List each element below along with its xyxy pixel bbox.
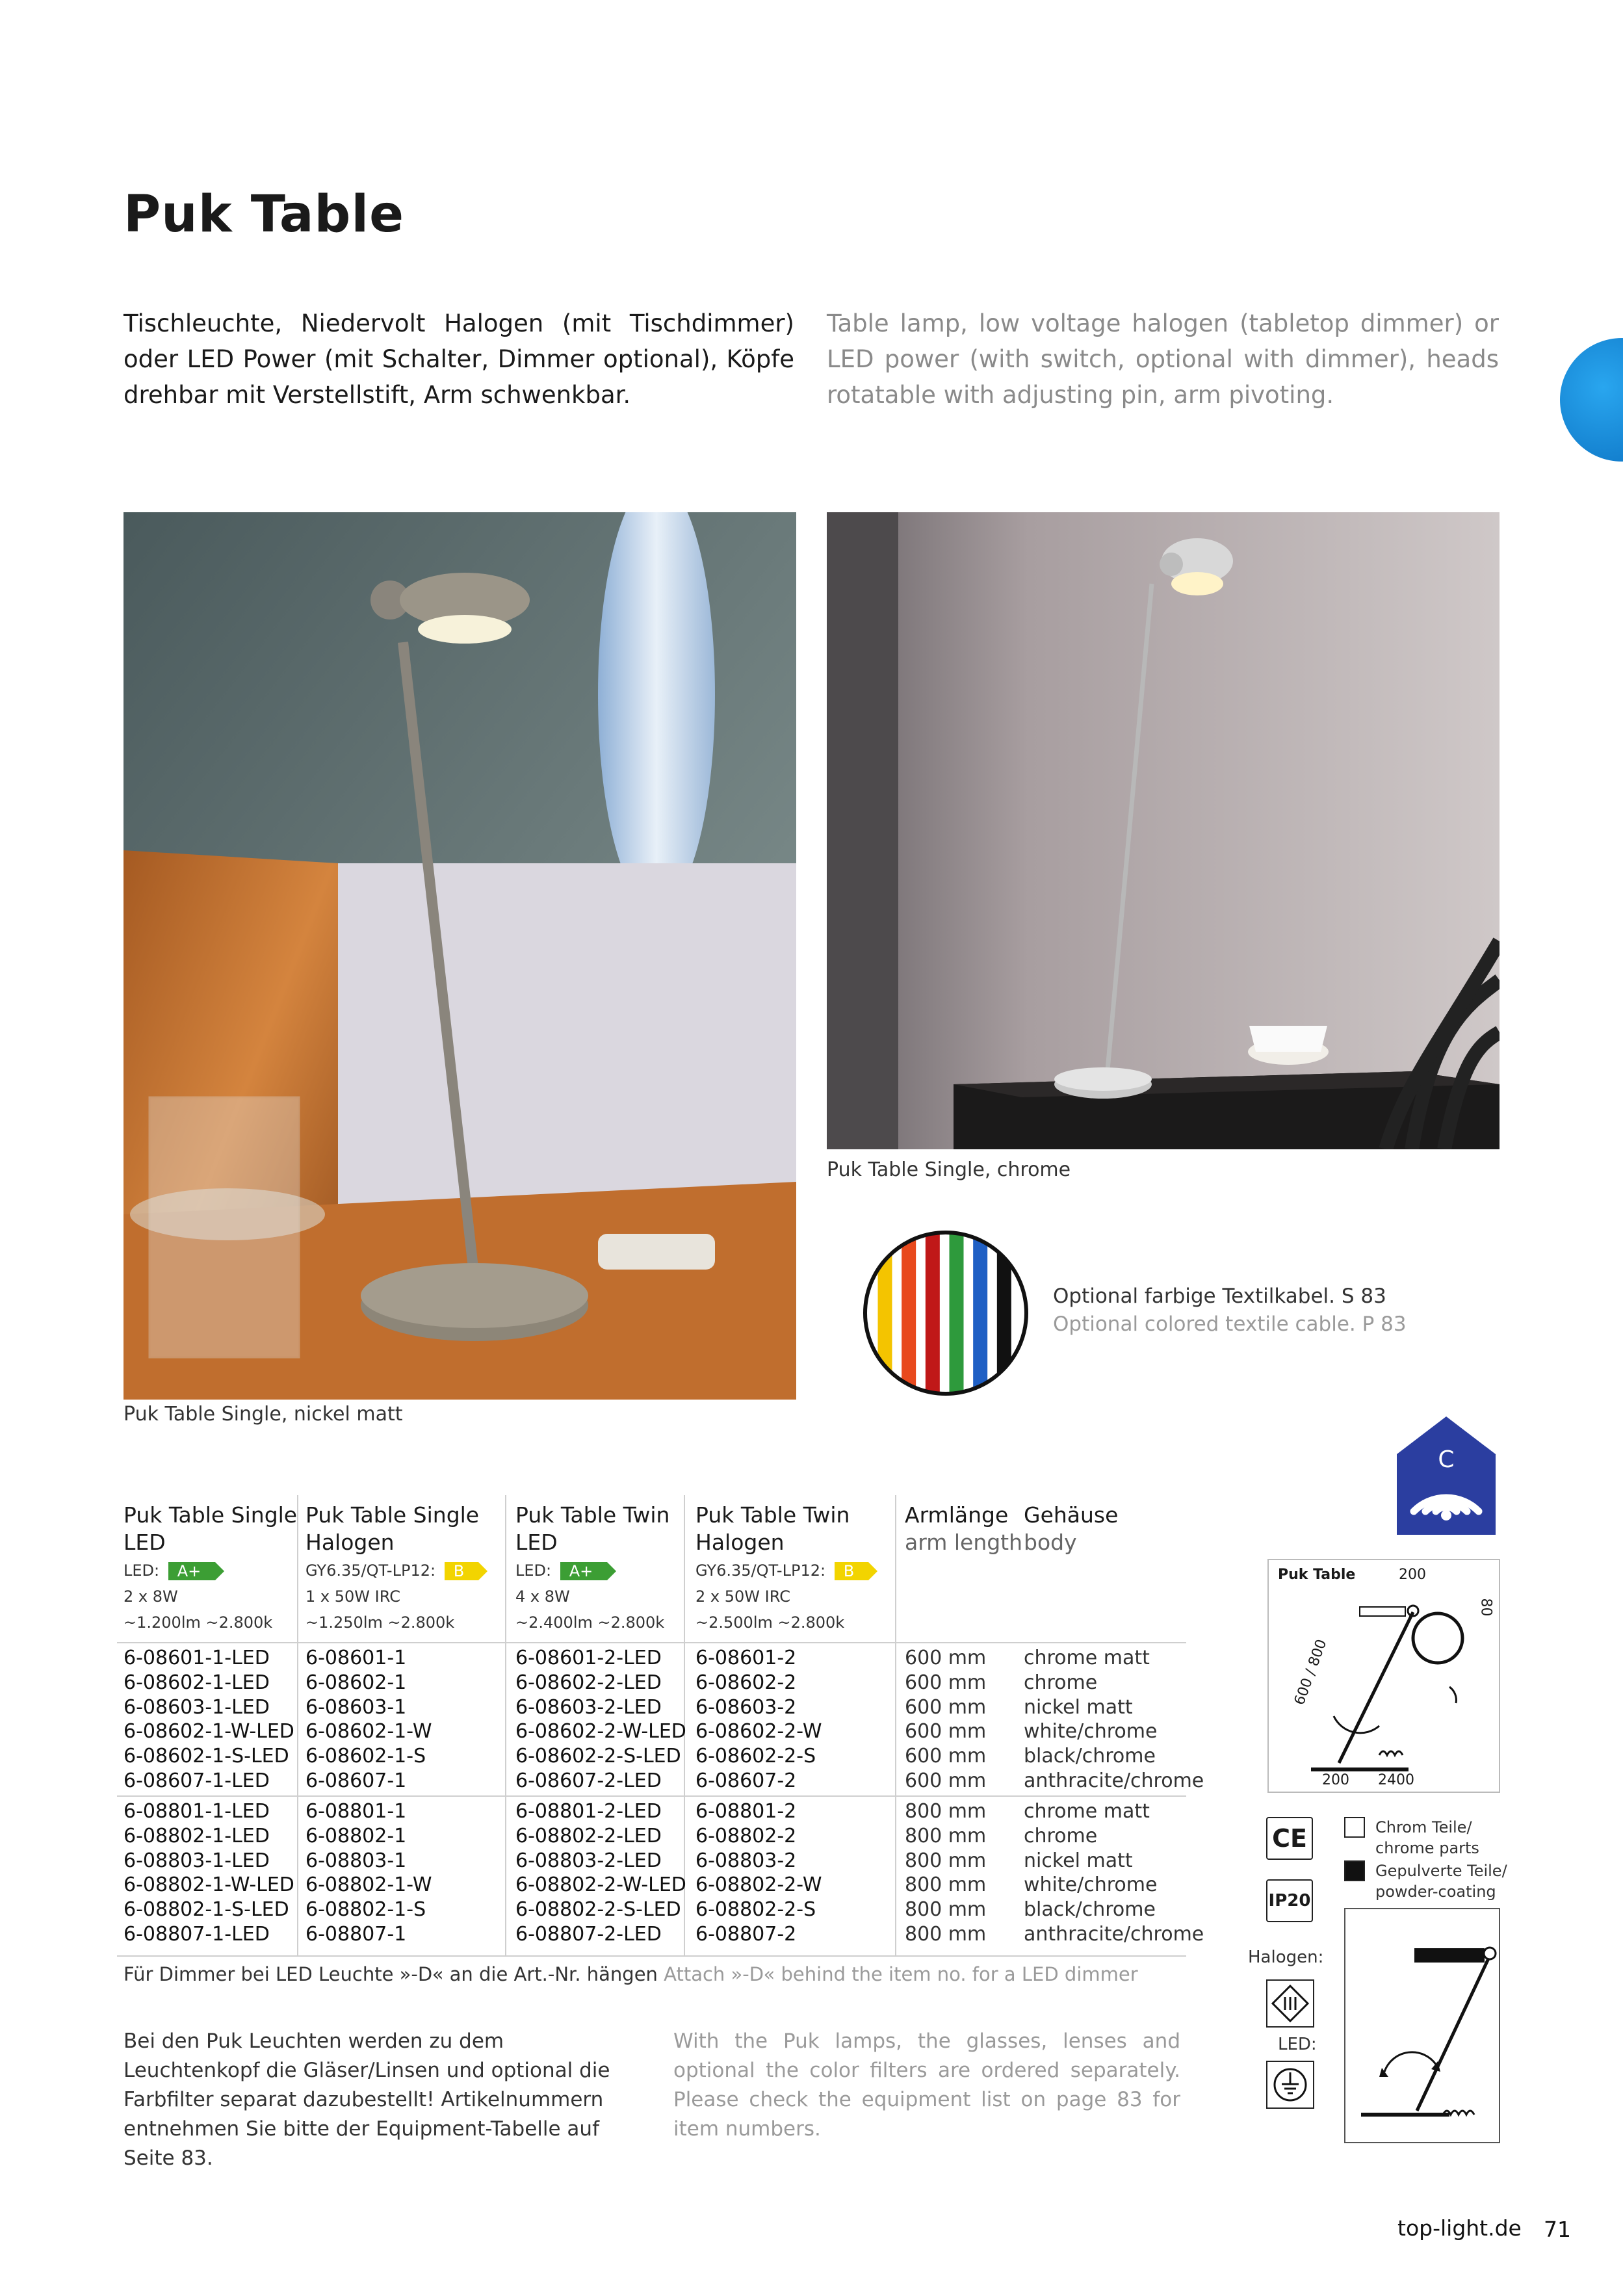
article-number: 6-08607-1 bbox=[305, 1769, 407, 1792]
chrome-parts-swatch bbox=[1344, 1817, 1365, 1838]
article-number: 6-08602-2-S bbox=[695, 1745, 816, 1768]
table-divider bbox=[117, 1795, 1186, 1797]
column-twin-led-800 bbox=[515, 1799, 686, 1947]
article-number: 6-08803-1-LED bbox=[123, 1849, 270, 1872]
article-number: 6-08801-2-LED bbox=[515, 1800, 662, 1823]
article-number: 6-08602-1-W bbox=[305, 1720, 432, 1743]
article-number: 6-08607-2 bbox=[695, 1769, 797, 1792]
page-number: 71 bbox=[1544, 2217, 1571, 2242]
powder-coating-swatch bbox=[1344, 1860, 1365, 1881]
intro-text-de: Tischleuchte, Niedervolt Halogen (mit Tischdimmer) oder LED Power (mit Schalter, Dimmer optional), Köpfe drehbar mit Verstellstift, Arm schwenkbar. bbox=[123, 309, 794, 409]
safety-class-iii-icon bbox=[1266, 1979, 1314, 2028]
photo-caption-chrome: Puk Table Single, chrome bbox=[827, 1158, 1071, 1181]
table-divider bbox=[117, 1642, 1186, 1643]
notes-text-en: With the Puk lamps, the glasses, lenses and optional the color filters are ordered separately. Please check the equipment list on page 83 for item numbers. bbox=[673, 2029, 1180, 2141]
spec-twin-halogen: GY6.35/QT-LP12: B 2 x 50W IRC ~2.500lm ~2.800k bbox=[695, 1558, 868, 1636]
column-twin-halogen-600 bbox=[695, 1646, 822, 1794]
cable-color-swatch bbox=[861, 1229, 1030, 1398]
energy-rating-badge: A+ bbox=[168, 1562, 216, 1580]
article-number: 6-08802-1-LED bbox=[123, 1824, 270, 1847]
article-number: 6-08602-2 bbox=[695, 1671, 797, 1694]
article-number: 6-08601-2 bbox=[695, 1647, 797, 1669]
cable-option-en: Optional colored textile cable. P 83 bbox=[1053, 1312, 1407, 1336]
column-arm-800: 800 mm 800 mm 800 mm 800 mm 800 mm 800 mm bbox=[905, 1800, 987, 1946]
article-number: 6-08601-2-LED bbox=[515, 1647, 662, 1669]
header-single-led: Puk Table Single LED bbox=[123, 1502, 298, 1555]
article-number: 6-08601-1-LED bbox=[123, 1647, 270, 1669]
spec-single-led: LED: A+ 2 x 8W ~1.200lm ~2.800k bbox=[123, 1561, 273, 1632]
cable-color-stripe bbox=[926, 1229, 940, 1398]
column-body-800: chrome matt chrome nickel matt white/chrome black/chrome anthracite/chrome bbox=[1024, 1800, 1204, 1946]
legend-chrome-parts: Chrom Teile/ chrome parts bbox=[1344, 1817, 1479, 1859]
spec-twin-led: LED: A+ 4 x 8W ~2.400lm ~2.800k bbox=[515, 1561, 665, 1632]
page-title: Puk Table bbox=[123, 185, 404, 244]
article-number: 6-08807-1-LED bbox=[123, 1922, 270, 1946]
lamp-photo-illustration bbox=[123, 512, 796, 1400]
article-number: 6-08602-1 bbox=[305, 1671, 407, 1694]
article-number: 6-08802-2-S bbox=[695, 1898, 816, 1922]
article-number: 6-08803-1 bbox=[305, 1849, 407, 1872]
photo-puk-table-chrome bbox=[827, 512, 1500, 1149]
ce-mark: CE bbox=[1266, 1817, 1313, 1860]
photo-caption-nickel: Puk Table Single, nickel matt bbox=[123, 1403, 403, 1426]
article-number: 6-08802-2-W-LED bbox=[515, 1873, 686, 1897]
article-number: 6-08807-2-LED bbox=[515, 1922, 662, 1946]
article-number: 6-08601-1 bbox=[305, 1647, 407, 1669]
chapter-tab-marker bbox=[1560, 338, 1623, 462]
cable-color-stripe bbox=[950, 1229, 964, 1398]
article-number: 6-08603-2-LED bbox=[515, 1695, 662, 1719]
article-number: 6-08603-1 bbox=[305, 1695, 407, 1719]
energy-class-badge bbox=[1394, 1414, 1498, 1537]
lamp-movement-pictogram bbox=[1344, 1908, 1500, 2143]
spec-single-halogen: GY6.35/QT-LP12: B 1 x 50W IRC ~1.250lm ~2.800k bbox=[305, 1558, 478, 1636]
diagram-dim-base: 200 bbox=[1322, 1772, 1349, 1788]
table-divider bbox=[117, 1955, 1186, 1957]
article-number: 6-08802-2-S-LED bbox=[515, 1898, 681, 1922]
article-number: 6-08602-2-LED bbox=[515, 1671, 662, 1694]
led-label: LED: bbox=[1278, 2035, 1317, 2054]
energy-rating-badge: B bbox=[445, 1562, 478, 1580]
article-number: 6-08602-2-W bbox=[695, 1720, 822, 1743]
footer-url[interactable]: top-light.de bbox=[1397, 2215, 1522, 2241]
column-body-600: chrome matt chrome nickel matt white/chrome black/chrome anthracite/chrome bbox=[1024, 1647, 1204, 1792]
textile-cable-icon bbox=[861, 1229, 1030, 1398]
article-number: 6-08802-1-S-LED bbox=[123, 1898, 289, 1922]
article-number: 6-08602-2-W-LED bbox=[515, 1720, 686, 1743]
article-number: 6-08603-2 bbox=[695, 1695, 797, 1719]
cable-color-stripe bbox=[973, 1229, 987, 1398]
cable-color-stripe bbox=[902, 1229, 916, 1398]
article-number: 6-08801-1-LED bbox=[123, 1800, 270, 1823]
article-number: 6-08802-1-W bbox=[305, 1873, 432, 1897]
article-number: 6-08803-2-LED bbox=[515, 1849, 662, 1872]
table-column-divider bbox=[297, 1495, 298, 1955]
notes-text-de: Bei den Puk Leuchten werden zu dem Leuchtenkopf die Gläser/Linsen und optional die Farbfilter separat dazubestellt! Artikelnummern entnehmen Sie bitte der Equipment-Tabelle auf Seite 83. bbox=[123, 2029, 610, 2170]
header-arm-length: Armlänge arm length bbox=[905, 1502, 1023, 1555]
lamp-photo-illustration bbox=[827, 512, 1500, 1149]
diagram-dim-arm: 600 / 800 bbox=[1291, 1637, 1331, 1708]
energy-rating-badge: B bbox=[835, 1562, 868, 1580]
article-number: 6-08807-1 bbox=[305, 1922, 407, 1946]
diagram-dim-right: 80 bbox=[1477, 1598, 1494, 1617]
article-number: 6-08801-2 bbox=[695, 1800, 797, 1823]
column-single-led-600 bbox=[123, 1646, 294, 1794]
halogen-label: Halogen: bbox=[1248, 1948, 1324, 1967]
article-number: 6-08603-1-LED bbox=[123, 1695, 270, 1719]
diagram-title: Puk Table bbox=[1278, 1567, 1356, 1583]
article-number: 6-08802-1-S bbox=[305, 1898, 426, 1922]
legend-powder-coating: Gepulverte Teile/ powder-coating bbox=[1344, 1860, 1507, 1902]
article-number: 6-08602-1-W-LED bbox=[123, 1720, 294, 1743]
article-number: 6-08607-1-LED bbox=[123, 1769, 270, 1792]
article-number: 6-08807-2 bbox=[695, 1922, 797, 1946]
article-number: 6-08602-1-S-LED bbox=[123, 1745, 289, 1768]
dimmer-note: Für Dimmer bei LED Leuchte »-D« an die Art.-Nr. hängen Attach »-D« behind the item no. for a LED dimmer bbox=[123, 1963, 1138, 1985]
article-number: 6-08802-2-W bbox=[695, 1873, 822, 1897]
column-single-halogen-800 bbox=[305, 1799, 432, 1947]
protective-earth-icon bbox=[1266, 2061, 1314, 2109]
article-number: 6-08801-1 bbox=[305, 1800, 407, 1823]
column-single-led-800 bbox=[123, 1799, 294, 1947]
header-twin-led: Puk Table Twin LED bbox=[515, 1502, 670, 1555]
intro-text-en: Table lamp, low voltage halogen (tabletop dimmer) or LED power (with switch, optional with dimmer), heads rotatable with adjusting pin, arm pivoting. bbox=[827, 309, 1499, 409]
dimension-diagram bbox=[1267, 1559, 1500, 1793]
article-number: 6-08802-2-LED bbox=[515, 1824, 662, 1847]
ip20-badge: IP20 bbox=[1266, 1879, 1313, 1922]
column-twin-halogen-800 bbox=[695, 1799, 822, 1947]
energy-class-letter: C bbox=[1438, 1446, 1455, 1473]
article-number: 6-08802-2 bbox=[695, 1824, 797, 1847]
cable-option-de: Optional farbige Textilkabel. S 83 bbox=[1053, 1285, 1386, 1308]
header-body: Gehäuse body bbox=[1024, 1502, 1119, 1555]
photo-puk-table-nickel bbox=[123, 512, 796, 1400]
article-number: 6-08602-2-S-LED bbox=[515, 1745, 681, 1768]
article-number: 6-08802-1 bbox=[305, 1824, 407, 1847]
article-number: 6-08602-1-S bbox=[305, 1745, 426, 1768]
table-column-divider bbox=[505, 1495, 506, 1955]
table-column-divider bbox=[895, 1495, 896, 1955]
diagram-dim-cable: 2400 bbox=[1378, 1772, 1414, 1788]
header-single-halogen: Puk Table Single Halogen bbox=[305, 1502, 480, 1555]
article-number: 6-08802-1-W-LED bbox=[123, 1873, 294, 1897]
article-number: 6-08607-2-LED bbox=[515, 1769, 662, 1792]
energy-rating-badge: A+ bbox=[560, 1562, 608, 1580]
column-arm-600: 600 mm 600 mm 600 mm 600 mm 600 mm 600 mm bbox=[905, 1647, 987, 1792]
column-single-halogen-600 bbox=[305, 1646, 432, 1794]
column-twin-led-600 bbox=[515, 1646, 686, 1794]
diagram-dim-top: 200 bbox=[1399, 1567, 1426, 1583]
article-number: 6-08602-1-LED bbox=[123, 1671, 270, 1694]
article-number: 6-08803-2 bbox=[695, 1849, 797, 1872]
header-twin-halogen: Puk Table Twin Halogen bbox=[695, 1502, 850, 1555]
